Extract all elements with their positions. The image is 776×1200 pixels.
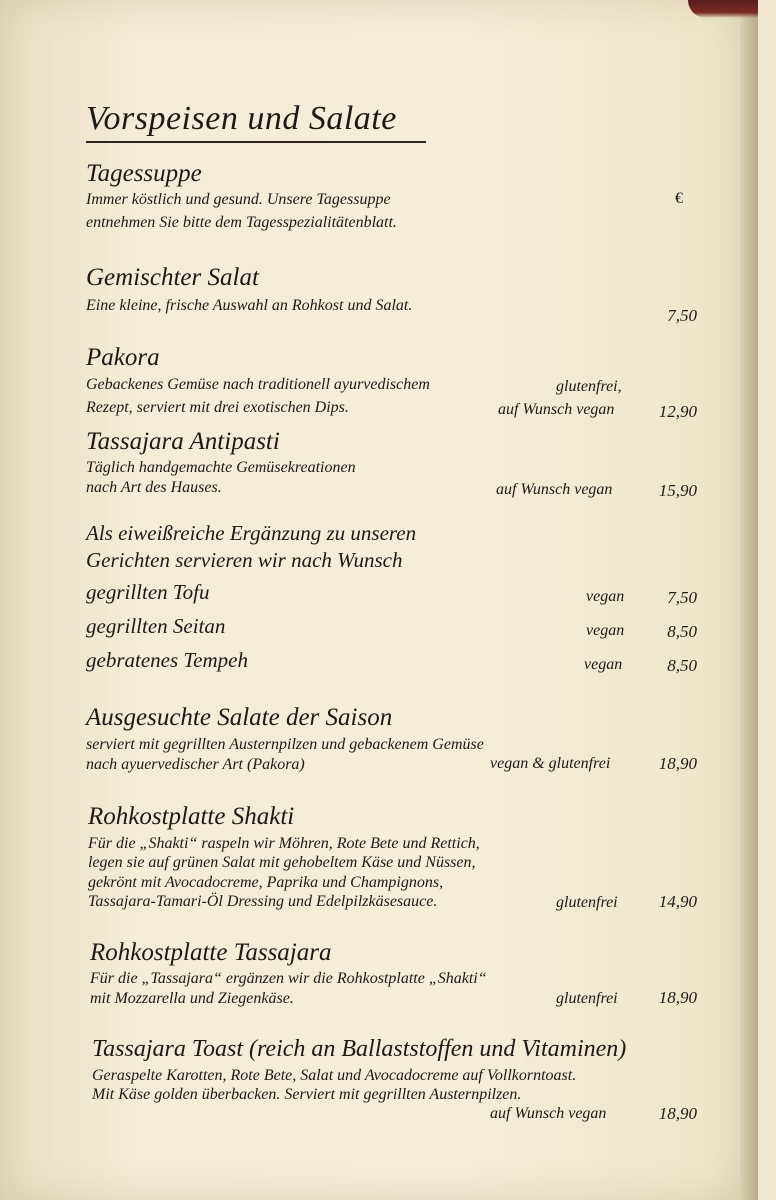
item-diet-note: vegan & glutenfrei — [490, 755, 611, 772]
item-name: Tagessuppe — [86, 160, 202, 187]
item-name: Rohkostplatte Shakti — [88, 803, 295, 830]
page-edge — [740, 0, 758, 1200]
protein-intro-line: Gerichten servieren wir nach Wunsch — [86, 548, 403, 572]
protein-option-price: 7,50 — [667, 588, 697, 607]
protein-option-note: vegan — [586, 588, 625, 605]
item-price: 18,90 — [658, 988, 697, 1007]
item-desc-line: Geraspelte Karotten, Rote Bete, Salat und Avocadocreme auf Vollkorntoast. — [92, 1067, 577, 1084]
protein-option-name: gebratenes Tempeh — [86, 648, 248, 672]
protein-intro-line: Als eiweißreiche Ergänzung zu unseren — [86, 521, 417, 545]
item-diet-note: glutenfrei — [556, 990, 618, 1007]
item-desc-line: Mit Käse golden überbacken. Serviert mit gegrillten Austernpilzen. — [92, 1086, 522, 1103]
protein-option-price: 8,50 — [667, 622, 697, 641]
item-name: Rohkostplatte Tassajara — [90, 939, 332, 966]
item-desc-line: Immer köstlich und gesund. Unsere Tagessuppe — [86, 191, 391, 208]
item-desc-line: Für die „Tassajara“ ergänzen wir die Rohkostplatte „Shakti“ — [90, 970, 487, 987]
item-desc-line: Tassajara-Tamari-Öl Dressing und Edelpilzkäsesauce. — [88, 893, 438, 910]
item-desc-line: Rezept, serviert mit drei exotischen Dips. — [86, 399, 349, 416]
book-cover-corner — [688, 0, 758, 18]
item-desc-line: legen sie auf grünen Salat mit gehobeltem Käse und Nüssen, — [88, 854, 476, 871]
item-diet-note: auf Wunsch vegan — [498, 401, 615, 418]
item-price: 18,90 — [658, 1104, 697, 1123]
protein-option-note: vegan — [586, 622, 625, 639]
item-diet-note: auf Wunsch vegan — [496, 481, 613, 498]
item-diet-note: glutenfrei — [556, 894, 618, 911]
item-name: Ausgesuchte Salate der Saison — [86, 704, 393, 731]
item-price: 14,90 — [658, 892, 697, 911]
item-price: 7,50 — [667, 306, 697, 325]
item-desc-line: Gebackenes Gemüse nach traditionell ayurvedischem — [86, 376, 430, 393]
item-desc-line: serviert mit gegrillten Austernpilzen und gebackenem Gemüse — [86, 736, 484, 753]
item-name: Gemischter Salat — [86, 264, 259, 291]
item-desc-line: nach Art des Hauses. — [86, 479, 222, 496]
item-name: Pakora — [86, 344, 160, 371]
protein-option-name: gegrillten Seitan — [86, 614, 226, 638]
item-desc-line: nach ayuervedischer Art (Pakora) — [86, 756, 305, 773]
item-diet-note: glutenfrei, — [556, 378, 622, 395]
title-underline — [86, 141, 426, 143]
item-desc-line: mit Mozzarella und Ziegenkäse. — [90, 990, 294, 1007]
section-title: Vorspeisen und Salate — [86, 100, 397, 137]
protein-option-note: vegan — [584, 656, 623, 673]
protein-option-price: 8,50 — [667, 656, 697, 675]
item-name: Tassajara Toast (reich an Ballaststoffen und Vitaminen) — [92, 1036, 627, 1062]
item-price: 12,90 — [658, 402, 697, 421]
currency-symbol: € — [675, 190, 683, 207]
item-desc-line: Täglich handgemachte Gemüsekreationen — [86, 459, 356, 476]
item-desc-line: entnehmen Sie bitte dem Tagesspezialitätenblatt. — [86, 214, 397, 231]
item-desc-line: Eine kleine, frische Auswahl an Rohkost und Salat. — [86, 297, 413, 314]
item-desc-line: Für die „Shakti“ raspeln wir Möhren, Rote Bete und Rettich, — [88, 835, 480, 852]
item-price: 15,90 — [658, 481, 697, 500]
item-desc-line: gekrönt mit Avocadocreme, Paprika und Champignons, — [88, 874, 444, 891]
item-name: Tassajara Antipasti — [86, 428, 280, 455]
protein-option-name: gegrillten Tofu — [86, 580, 210, 604]
item-diet-note: auf Wunsch vegan — [490, 1105, 607, 1122]
item-price: 18,90 — [658, 754, 697, 773]
